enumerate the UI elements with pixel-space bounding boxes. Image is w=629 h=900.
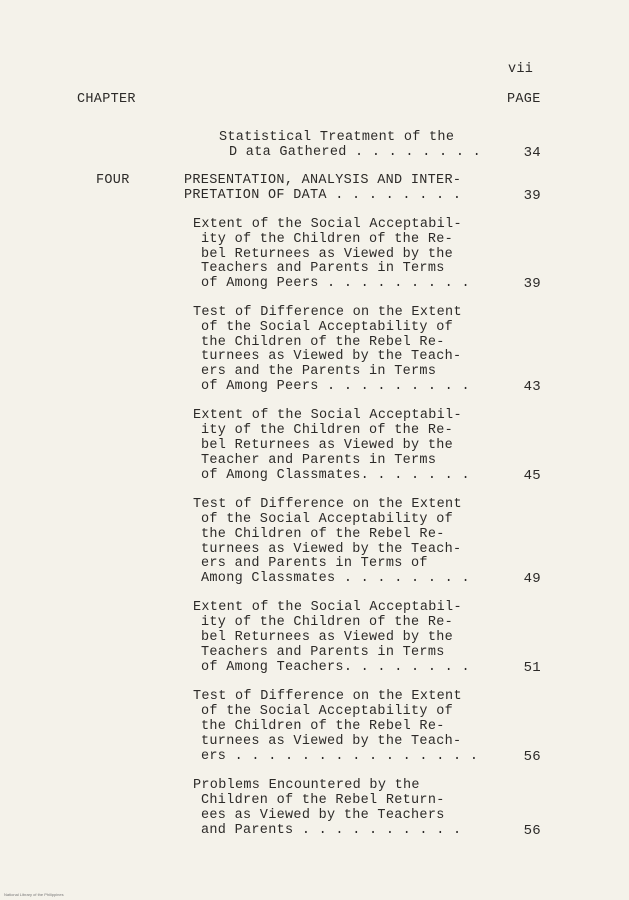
chapter-number: FOUR (96, 173, 130, 188)
toc-page-number: 51 (523, 660, 541, 676)
toc-entry-line: Among Classmates . . . . . . . . (201, 571, 470, 586)
toc-entry-line: Statistical Treatment of the (219, 130, 455, 145)
toc-entry-line: ity of the Children of the Re- (201, 232, 454, 247)
toc-entry-line: Teacher and Parents in Terms (201, 453, 437, 468)
toc-entry-line: ees as Viewed by the Teachers (201, 808, 445, 823)
toc-page-number: 39 (523, 276, 541, 292)
toc-entry-line: Teachers and Parents in Terms (201, 261, 445, 276)
toc-entry-line: turnees as Viewed by the Teach- (201, 349, 462, 364)
toc-page-number: 45 (523, 468, 541, 484)
toc-entry-line: the Children of the Rebel Re- (201, 719, 445, 734)
page-roman-numeral: vii (508, 62, 534, 77)
toc-entry-line: Problems Encountered by the (193, 778, 420, 793)
toc-entry-line: of the Social Acceptability of (201, 704, 454, 719)
toc-entry-line: Extent of the Social Acceptabil- (193, 217, 462, 232)
toc-page-number: 39 (523, 188, 541, 204)
toc-entry-line: ers and the Parents in Terms (201, 364, 437, 379)
toc-entry-line: ers . . . . . . . . . . . . . . . (201, 749, 479, 764)
toc-entry-line: ity of the Children of the Re- (201, 423, 454, 438)
toc-entry-line: bel Returnees as Viewed by the (201, 630, 454, 645)
toc-entry-line: Extent of the Social Acceptabil- (193, 408, 462, 423)
toc-entry-line: turnees as Viewed by the Teach- (201, 734, 462, 749)
toc-entry-line: and Parents . . . . . . . . . . (201, 823, 462, 838)
toc-entry-line: of Among Peers . . . . . . . . . (201, 379, 470, 394)
toc-entry-line: Test of Difference on the Extent (193, 497, 462, 512)
toc-page-number: 56 (523, 823, 541, 839)
toc-entry-line: ity of the Children of the Re- (201, 615, 454, 630)
toc-entry-line: Test of Difference on the Extent (193, 689, 462, 704)
toc-entry-line: of Among Classmates. . . . . . . (201, 468, 470, 483)
toc-page-number: 43 (523, 379, 541, 395)
chapter-column-header: CHAPTER (77, 92, 136, 107)
page-column-header: PAGE (507, 92, 541, 107)
toc-page-number: 56 (523, 749, 541, 765)
toc-entry-line: bel Returnees as Viewed by the (201, 247, 454, 262)
toc-entry-line: the Children of the Rebel Re- (201, 527, 445, 542)
toc-entry-line: of the Social Acceptability of (201, 320, 454, 335)
toc-entry-line: PRETATION OF DATA . . . . . . . . (184, 188, 462, 203)
footer-watermark: National Library of the Philippines (4, 892, 64, 897)
toc-entry-line: Children of the Rebel Return- (201, 793, 445, 808)
toc-entry-line: PRESENTATION, ANALYSIS AND INTER- (184, 173, 462, 188)
toc-page-number: 49 (523, 571, 541, 587)
toc-entry-line: bel Returnees as Viewed by the (201, 438, 454, 453)
toc-entry-line: Extent of the Social Acceptabil- (193, 600, 462, 615)
toc-entry-line: Teachers and Parents in Terms (201, 645, 445, 660)
toc-entry-line: ers and Parents in Terms of (201, 556, 428, 571)
toc-entry-line: of the Social Acceptability of (201, 512, 454, 527)
toc-entry-line: Test of Difference on the Extent (193, 305, 462, 320)
toc-entry-line: of Among Peers . . . . . . . . . (201, 276, 470, 291)
toc-entry-line: D ata Gathered . . . . . . . . (229, 145, 482, 160)
toc-entry-line: of Among Teachers. . . . . . . . (201, 660, 470, 675)
toc-entry-line: the Children of the Rebel Re- (201, 335, 445, 350)
toc-entry-line: turnees as Viewed by the Teach- (201, 542, 462, 557)
toc-page-number: 34 (523, 145, 541, 161)
